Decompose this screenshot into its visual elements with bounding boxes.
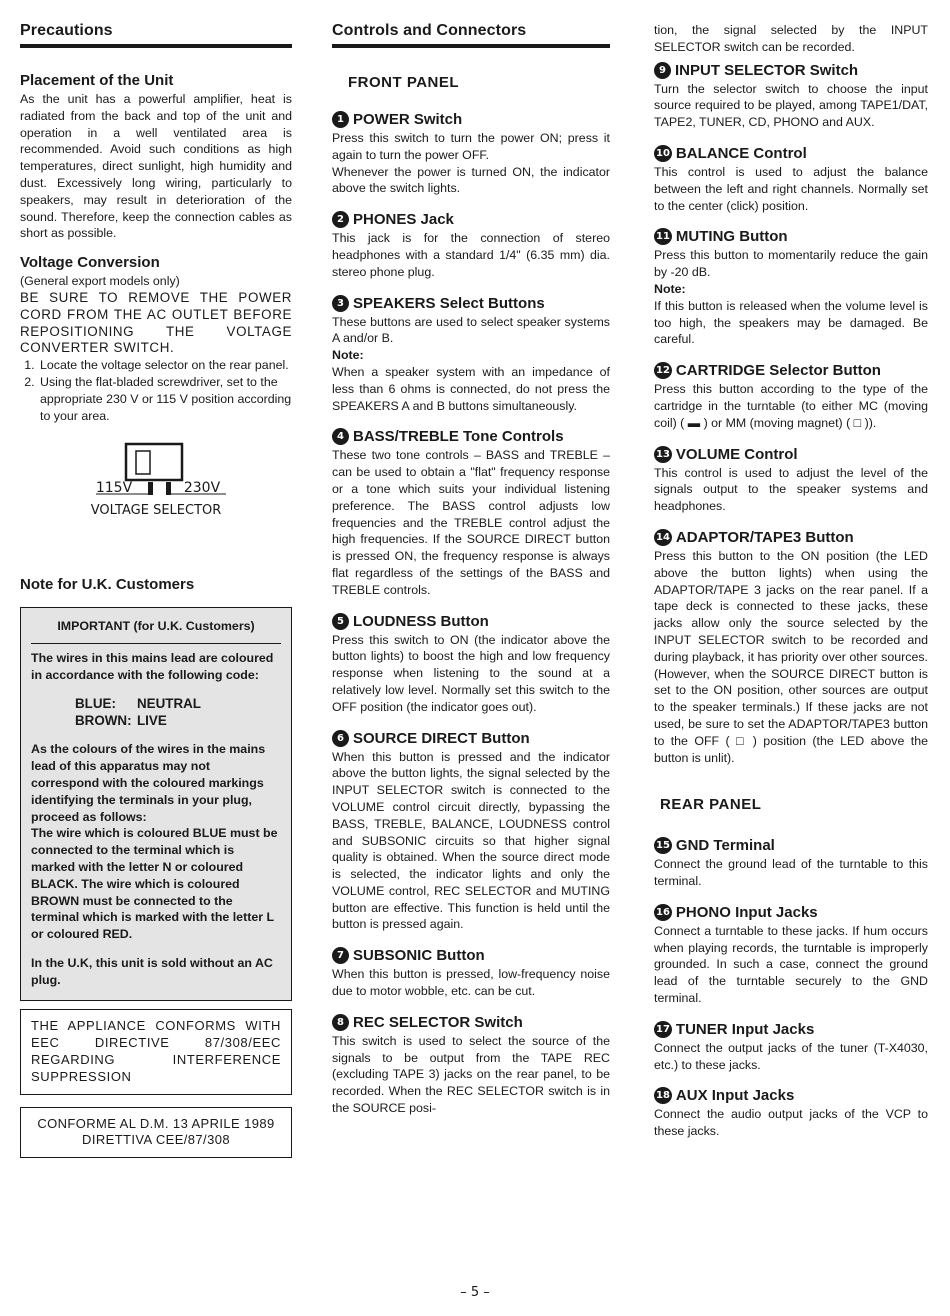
item-title: INPUT SELECTOR Switch (675, 61, 859, 79)
wire-code-list (75, 696, 281, 730)
control-item-subsonic (332, 947, 610, 1000)
voltage-note: (General export models only) (20, 274, 180, 289)
continued-text: tion, the signal selected by the INPUT SELECTOR switch can be recorded. (654, 23, 928, 54)
number-8-icon: 8 (332, 1014, 349, 1031)
uk-para-3: In the U.K, this unit is sold without an AC plug. (31, 955, 273, 987)
item-body: Connect the ground lead of the turntable to this terminal. (654, 857, 928, 889)
item-body: This jack is for the connection of stereo headphones with a standard 1/4" (6.35 mm) dia. stereo phone plug. (332, 231, 610, 279)
rear-item-gnd (654, 837, 928, 890)
item-title: PHONES Jack (353, 211, 454, 229)
front-panel-heading: FRONT PANEL (348, 74, 460, 91)
number-2-icon: 2 (332, 211, 349, 228)
controls-heading: Controls and Connectors (332, 22, 610, 48)
control-item-rec-selector (332, 1014, 610, 1117)
number-17-icon: 17 (654, 1021, 672, 1038)
rear-panel-heading: REAR PANEL (660, 796, 762, 814)
control-item-speakers (332, 295, 610, 415)
uk-important-title: IMPORTANT (for U.K. Customers) (31, 618, 281, 644)
control-item-cartridge (654, 362, 928, 431)
item-body: When this button is pressed, low-frequency noise due to motor wobble, etc. can be cut. (332, 967, 610, 999)
item-body: Press this switch to turn the power ON; press it again to turn the power OFF. (332, 131, 610, 162)
placement-title: Placement of the Unit (20, 72, 174, 89)
voltage-step: 1. Locate the voltage selector on the rear panel. (38, 357, 292, 374)
controls-column-continued (654, 22, 928, 1140)
voltage-selector-switch-icon (56, 442, 256, 522)
voltage-steps (20, 357, 292, 424)
item-body: Press this button according to the type of the cartridge in the turntable (to either MC (moving coil) ( ▬ ) or MM (moving magnet) ( □ )). (654, 382, 928, 430)
item-title: VOLUME Control (675, 445, 798, 463)
controls-column (332, 22, 610, 1117)
control-item-balance (654, 145, 928, 214)
voltage-selector-diagram (20, 442, 292, 522)
number-3-icon: 3 (332, 295, 349, 312)
control-item-loudness (332, 613, 610, 716)
item-body: Press this switch to ON (the indicator above the button lights) to boost the high and low frequency response when listening to the sound at a relatively low level. Normally set this switch to the OFF position (the indicator goes out). (332, 632, 610, 714)
number-18-icon: 18 (654, 1087, 672, 1104)
item-title: SPEAKERS Select Buttons (353, 294, 545, 312)
item-body: Press this button to the ON position (the LED above the button lights) when using the ADAPTOR/TAPE 3 jacks on the rear panel. If a tape deck is connected to these jacks, these jacks allow only the source selected by the INPUT SELECTOR switch to be recorded and during playback, it has priority over other sources. (However, when the SOURCE DIRECT button is set to the ON position, other sources are output to the speaker terminals.) If these jacks are not used, be sure to set the ADAPTOR/TAPE3 button to the OFF ( □ ) position (the LED above the button is unlit). (654, 548, 928, 765)
item-title: LOUDNESS Button (353, 612, 489, 630)
precautions-heading: Precautions (20, 22, 292, 48)
number-11-icon: 11 (654, 228, 672, 245)
item-title: SOURCE DIRECT Button (353, 729, 530, 747)
item-title: BALANCE Control (675, 144, 807, 162)
conforme-line: DIRETTIVA CEE/87/308 (82, 1132, 230, 1148)
uk-intro: The wires in this mains lead are coloured in accordance with the following code: (31, 651, 274, 682)
uk-note-title: Note for U.K. Customers (20, 576, 195, 594)
control-item-volume (654, 446, 928, 515)
number-7-icon: 7 (332, 947, 349, 964)
number-12-icon: 12 (654, 362, 672, 379)
voltage-115-label: 115V (95, 480, 133, 497)
item-body: Connect the audio output jacks of the VCP to these jacks. (654, 1107, 928, 1139)
voltage-warning: BE SURE TO REMOVE THE POWER CORD FROM THE AC OUTLET BEFORE REPOSITIONING THE VOLTAGE CONVERTER SWITCH. (20, 289, 292, 356)
control-item-input-selector (654, 62, 928, 131)
item-body: If this button is released when the volume level is too high, the speakers may be damaged. Be careful. (654, 298, 928, 347)
number-9-icon: 9 (654, 62, 671, 79)
control-item-source-direct (332, 730, 610, 934)
number-10-icon: 10 (654, 145, 672, 162)
uk-para-2: The wire which is coloured BLUE must be connected to the terminal which is marked with the letter N or coloured BLACK. The wire which is coloured BROWN must be connected to the terminal which is marked with the letter L or coloured RED. (31, 826, 278, 942)
uk-important-box (20, 607, 292, 1001)
page-number: – 5 – (460, 1285, 490, 1300)
uk-para-1: As the colours of the wires in the mains lead of this apparatus may not correspond with the coloured markings identifying the terminals in your plug, proceed as follows: (31, 742, 266, 824)
item-body: When a speaker system with an impedance of less than 6 ohms is connected, do not press the SPEAKERS A and B buttons simultaneously. (332, 364, 610, 413)
number-4-icon: 4 (332, 428, 349, 445)
item-note-label: Note: (654, 281, 686, 296)
item-title: MUTING Button (675, 228, 788, 246)
placement-body: As the unit has a powerful amplifier, heat is radiated from the back and top of the unit and operation in a well ventilated area is recommended. Avoid such conditions as high temperatures, direct sunlight, high humidity and dust. Excessively long wiring, particularly to speakers, may result in deterioration of the sound. Therefore, keep the connection cables as short as possible. (20, 92, 292, 241)
item-body: These buttons are used to select speaker systems A and/or B. (332, 314, 610, 346)
item-title: CARTRIDGE Selector Button (675, 362, 881, 380)
number-13-icon: 13 (654, 446, 672, 463)
item-title: ADAPTOR/TAPE3 Button (675, 528, 854, 546)
voltage-title: Voltage Conversion (20, 254, 160, 272)
item-title: POWER Switch (353, 111, 463, 128)
wire-code-row: BROWN: LIVE (75, 712, 167, 728)
control-item-power (332, 111, 610, 197)
item-body: This control is used to adjust the balance between the left and right channels. Normally set to the center (click) position. (654, 164, 928, 213)
item-body: This switch is used to select the source of the signals to be output from the TAPE REC (excluding TAPE 3) jacks on the rear panel, to be recorded. When the REC SELECTOR switch is in the SOURCE posi- (332, 1033, 610, 1116)
precautions-column (20, 22, 292, 1158)
conforme-line: CONFORME AL D.M. 13 APRILE 1989 (37, 1115, 275, 1131)
wire-code-row: BLUE: NEUTRAL (75, 695, 201, 711)
item-title: PHONO Input Jacks (675, 903, 818, 921)
item-title: TUNER Input Jacks (675, 1020, 815, 1038)
item-body: Turn the selector switch to choose the input source required to be played, among TAPE1/DAT, TAPE2, TUNER, CD, PHONO and AUX. (654, 81, 928, 130)
item-title: AUX Input Jacks (675, 1087, 795, 1105)
rear-item-aux (654, 1087, 928, 1140)
item-title: BASS/TREBLE Tone Controls (353, 428, 564, 446)
control-item-muting (654, 228, 928, 348)
item-note-label: Note: (332, 348, 364, 363)
item-body: These two tone controls – BASS and TREBLE – can be used to obtain a "flat" frequency response or a tone which suits your individual listening preference. The BASS control adjusts low frequencies and the TREBLE control adjust the high frequencies. If the SOURCE DIRECT button is pressed ON, the frequency response is always flat regardless of the settings of the BASS and TREBLE controls. (332, 448, 610, 597)
eec-notice: THE APPLIANCE CONFORMS WITH EEC DIRECTIVE 87/308/EEC REGARDING INTERFERENCE SUPPRESSION (20, 1009, 292, 1094)
voltage-230-label: 230V (183, 480, 221, 497)
number-6-icon: 6 (332, 730, 349, 747)
item-body: This control is used to adjust the level of the signals output to the speaker systems and headphones. (654, 465, 928, 514)
control-item-bass-treble (332, 428, 610, 598)
item-title: GND Terminal (675, 837, 775, 855)
voltage-step: 2. Using the flat-bladed screwdriver, set to the appropriate 230 V or 115 V position according to your area. (38, 374, 292, 424)
number-15-icon: 15 (654, 837, 672, 854)
item-body: Whenever the power is turned ON, the indicator above the switch lights. (332, 164, 610, 196)
control-item-adaptor-tape3 (654, 529, 928, 766)
item-body: Connect the output jacks of the tuner (T-X4030, etc.) to these jacks. (654, 1040, 928, 1072)
item-body: When this button is pressed and the indicator above the button lights, the signal selected by the INPUT SELECTOR switch is connected to the VOLUME control circuit directly, bypassing the BASS, TREBLE, BALANCE, LOUDNESS control and SUBSONIC circuits so that higher signal quality is obtained. When the source direct mode is selected, the indicator lights and only the VOLUME control, REC SELECTOR and MUTING button are effective. This function is held until the button is pressed again. (332, 749, 610, 932)
item-body: Press this button to momentarily reduce the gain by -20 dB. (654, 248, 928, 280)
number-5-icon: 5 (332, 613, 349, 630)
number-16-icon: 16 (654, 904, 672, 921)
item-title: REC SELECTOR Switch (353, 1013, 523, 1031)
control-item-phones (332, 211, 610, 280)
conforme-notice (20, 1107, 292, 1159)
item-body: Connect a turntable to these jacks. If hum occurs when playing records, the turntable is improperly grounded. In such a case, connect the ground lead of the turntable securely to the GND terminal. (654, 923, 928, 1006)
voltage-selector-caption: VOLTAGE SELECTOR (90, 503, 222, 519)
rear-item-tuner (654, 1021, 928, 1074)
rear-item-phono (654, 904, 928, 1007)
number-14-icon: 14 (654, 529, 672, 546)
item-title: SUBSONIC Button (353, 947, 485, 965)
number-1-icon: 1 (332, 111, 349, 128)
